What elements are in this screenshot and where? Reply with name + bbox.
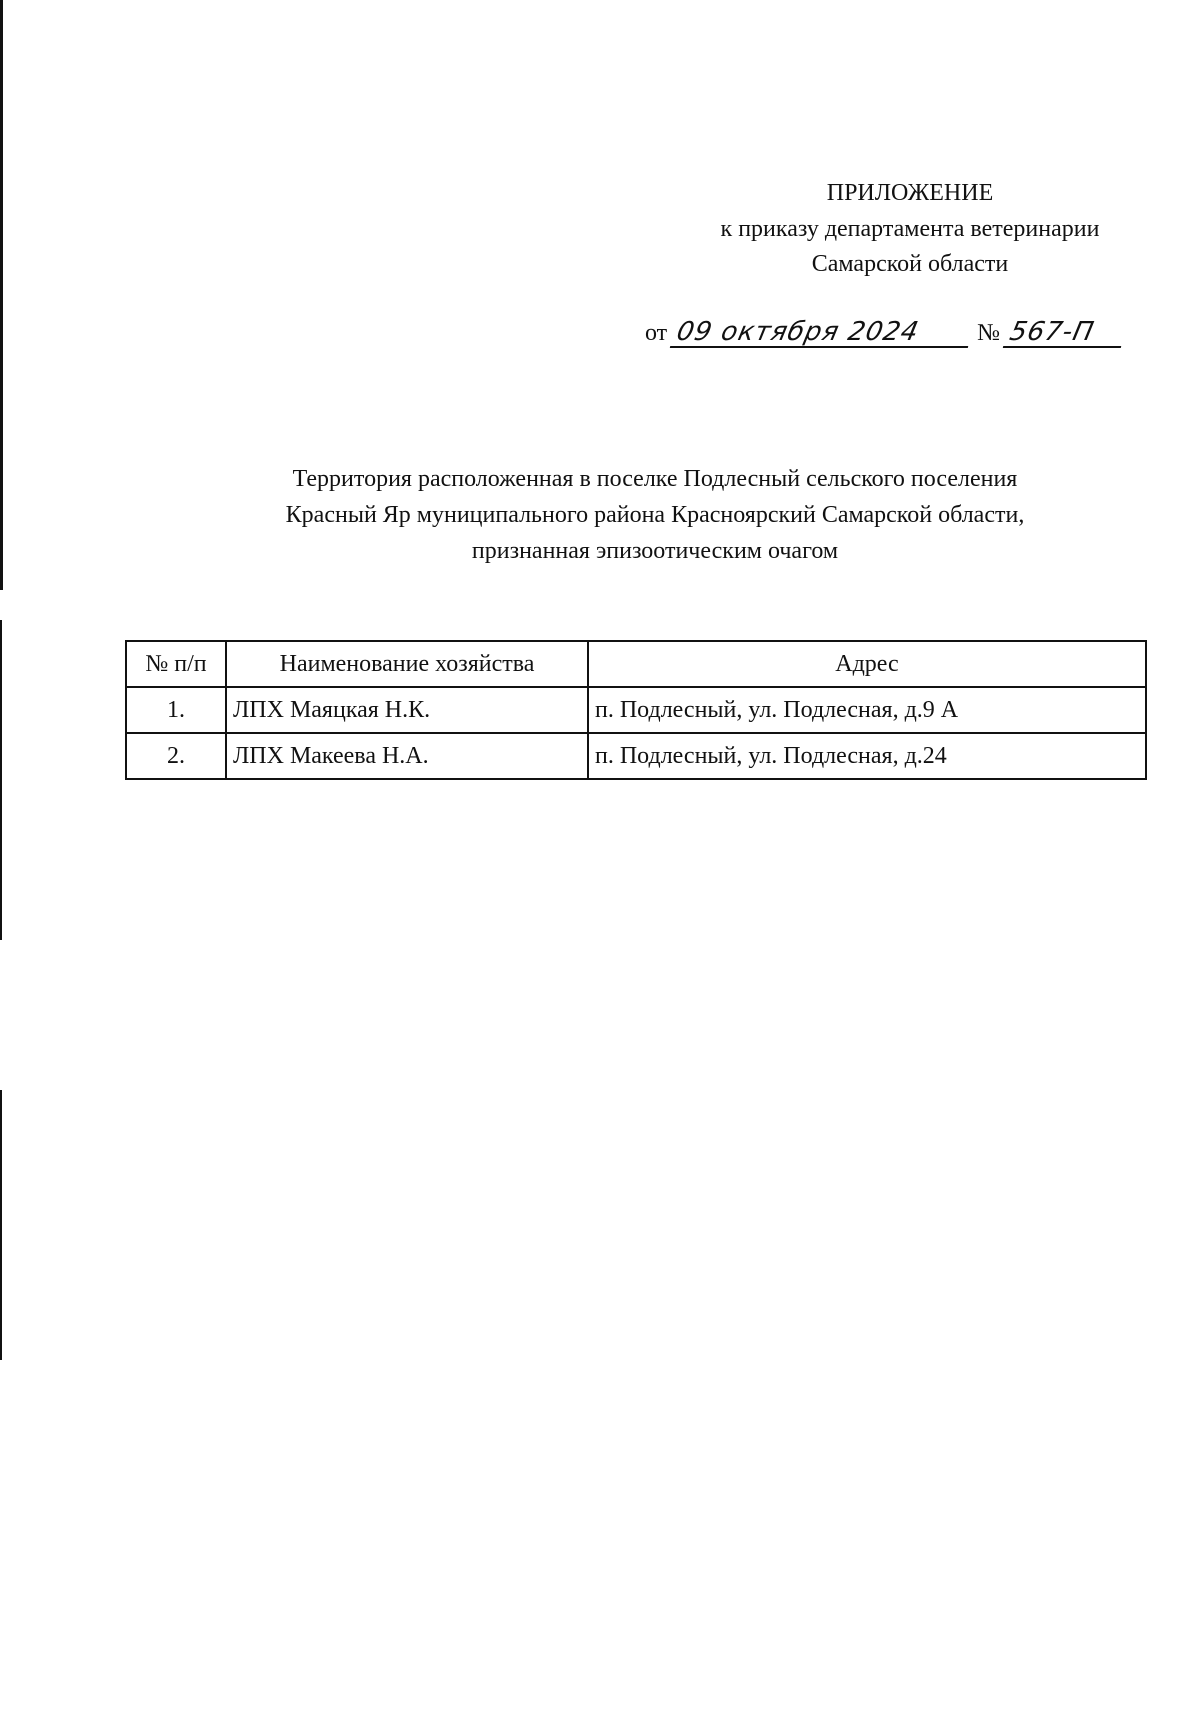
row-number: 2. bbox=[126, 733, 226, 779]
appendix-order-ref: к приказу департамента ветеринарии bbox=[720, 216, 1100, 242]
column-header-farm: Наименование хозяйства bbox=[226, 641, 588, 687]
number-prefix: № bbox=[977, 320, 1001, 346]
date-prefix: от bbox=[645, 320, 668, 346]
farms-table bbox=[125, 640, 1147, 780]
column-header-number: № п/п bbox=[126, 641, 226, 687]
appendix-heading: ПРИЛОЖЕНИЕ bbox=[826, 180, 994, 206]
column-header-address: Адрес bbox=[588, 641, 1146, 687]
order-date-number bbox=[645, 318, 1124, 348]
farm-name: ЛПХ Макеева Н.А. bbox=[226, 733, 588, 779]
handwritten-number: 567-П bbox=[1003, 318, 1127, 348]
farm-address: п. Подлесный, ул. Подлесная, д.24 bbox=[588, 733, 1146, 779]
document-title-line: Красный Яр муниципального района Красноярский Самарской области, bbox=[285, 502, 1025, 528]
handwritten-date: 09 октября 2024 bbox=[670, 318, 974, 348]
scan-edge-mark bbox=[0, 620, 2, 940]
document-title-line: признанная эпизоотическим очагом bbox=[471, 538, 839, 564]
farm-address: п. Подлесный, ул. Подлесная, д.9 А bbox=[588, 687, 1146, 733]
scan-edge-mark bbox=[0, 1090, 2, 1360]
row-number: 1. bbox=[126, 687, 226, 733]
appendix-region: Самарской области bbox=[811, 251, 1009, 277]
table-row bbox=[126, 733, 1146, 779]
farm-name: ЛПХ Маяцкая Н.К. bbox=[226, 687, 588, 733]
table-header-row bbox=[126, 641, 1146, 687]
document-title-line: Территория расположенная в поселке Подлесный сельского поселения bbox=[292, 466, 1018, 492]
scan-edge-mark bbox=[0, 0, 3, 590]
table-row bbox=[126, 687, 1146, 733]
